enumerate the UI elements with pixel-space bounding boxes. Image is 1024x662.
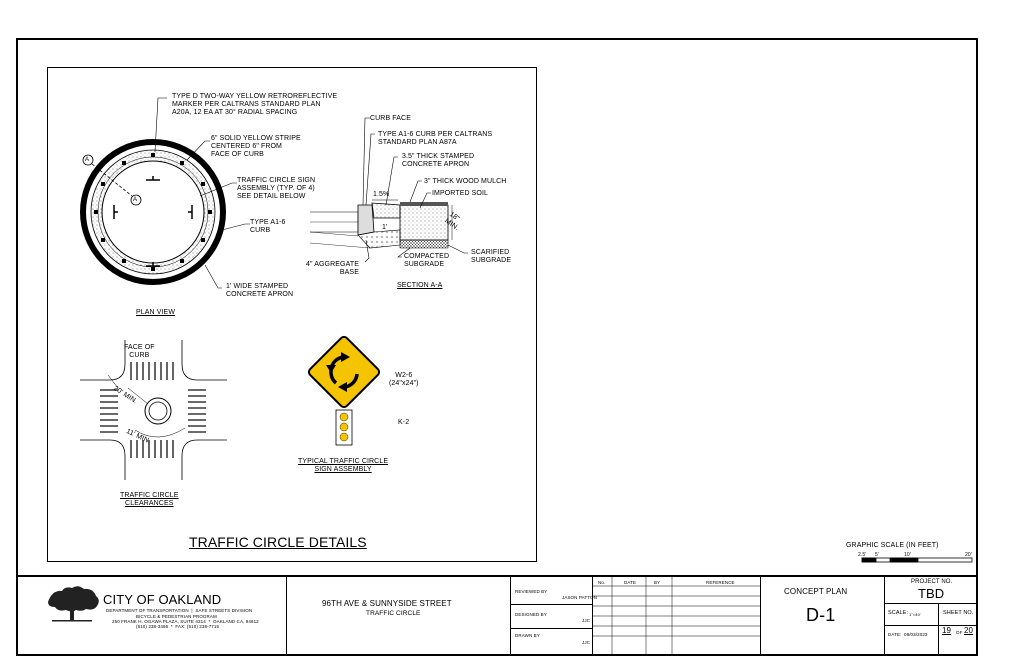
rev-header-reference: REFERENCE xyxy=(706,580,735,585)
scale-tick-4: 20' xyxy=(965,552,972,558)
face-of-curb-label: FACE OF CURB xyxy=(124,344,155,359)
sheet-num: 19 xyxy=(942,626,952,635)
tb-divider-1 xyxy=(286,577,287,656)
drawn-by-label: DRAWN BY xyxy=(515,633,540,638)
tb-project-row xyxy=(884,603,978,604)
tb-review-rows-2 xyxy=(510,628,592,629)
project-line-1: 96TH AVE & SUNNYSIDE STREET xyxy=(322,599,452,608)
note-compacted: COMPACTED SUBGRADE xyxy=(404,253,450,268)
tb-divider-2 xyxy=(510,577,511,656)
project-no: TBD xyxy=(918,586,945,601)
address: 250 FRANK H. OGAWA PLAZA, SUITE 4314 * OAKLAND CA, 94612 xyxy=(112,619,259,624)
drawn-by: JJC xyxy=(582,640,591,645)
note-mulch: 3" THICK WOOD MULCH xyxy=(424,178,507,185)
sign-k2: K-2 xyxy=(398,419,410,426)
phone: (510) 238-3466 * FAX: (510) 238-7715 xyxy=(136,624,220,629)
project-line-2: TRAFFIC CIRCLE xyxy=(366,610,421,617)
sign-assembly xyxy=(307,335,381,445)
tb-review-rows xyxy=(510,604,592,605)
tb-divider-4 xyxy=(760,577,761,656)
city-name: CITY OF OAKLAND xyxy=(103,592,222,607)
sheet-total: 20 xyxy=(964,626,974,635)
scale-label: SCALE: xyxy=(888,610,909,616)
section-marker-1: A xyxy=(85,157,90,163)
note-stamped: 3.5" THICK STAMPED CONCRETE APRON xyxy=(402,153,475,168)
reviewed-by-label: REVIEWED BY xyxy=(515,589,548,594)
clearances-drawing xyxy=(80,340,227,480)
rev-header-no: No. xyxy=(598,580,606,585)
title-block xyxy=(16,575,978,656)
note-scarified: SCARIFIED SUBGRADE xyxy=(471,249,512,264)
note-apron: 1' WIDE STAMPED CONCRETE APRON xyxy=(226,283,294,298)
date-label: DATE: xyxy=(888,632,902,637)
program: BICYCLE & PEDESTRIAN PROGRAM xyxy=(136,614,217,619)
tb-divider-5 xyxy=(884,577,885,656)
main-title: TRAFFIC CIRCLE DETAILS xyxy=(189,534,367,550)
note-curb-type: TYPE A1-6 CURB PER CALTRANS STANDARD PLAN A87A xyxy=(378,131,493,146)
min-20-label: 20' MIN. xyxy=(112,385,139,406)
scale-value: 1"=40' xyxy=(909,612,921,617)
plan-view-title: PLAN VIEW xyxy=(136,309,176,316)
note-curb-face: CURB FACE xyxy=(370,115,411,122)
sheet-id: D-1 xyxy=(806,605,836,625)
sign-title: TYPICAL TRAFFIC CIRCLE SIGN ASSEMBLY xyxy=(298,458,389,473)
scale-tick-3: 10' xyxy=(904,552,911,558)
of-label: OF xyxy=(956,630,963,635)
note-curb: TYPE A1-6 CURB xyxy=(250,219,286,234)
note-soil: IMPORTED SOIL xyxy=(432,190,489,197)
project-no-label: PROJECT NO. xyxy=(911,579,953,585)
rev-header-date: DATE xyxy=(624,580,637,585)
reviewed-by: JASON PATTON xyxy=(562,595,597,600)
note-sign-assembly: TRAFFIC CIRCLE SIGN ASSEMBLY (TYP. OF 4) SEE DETAIL BELOW xyxy=(237,177,316,200)
tb-project-col xyxy=(938,603,939,656)
department: DEPARTMENT OF TRANSPORTATION | SAFE STREETS DIVISION xyxy=(106,608,253,613)
sign-code: W2-6 (24"x24") xyxy=(389,372,419,387)
note-slope: 1.5% xyxy=(373,191,390,198)
sheet-no-label: SHEET NO. xyxy=(943,610,974,616)
designed-by: JJC xyxy=(582,618,591,623)
plan-view-circle xyxy=(83,98,250,288)
section-marker-2: A xyxy=(133,197,138,203)
min-11-label: 11' MIN. xyxy=(125,428,152,446)
clearances-title: TRAFFIC CIRCLE CLEARANCES xyxy=(120,492,179,507)
section-title: SECTION A-A xyxy=(397,282,443,289)
note-one-ft: 1' xyxy=(382,224,388,231)
concept-plan: CONCEPT PLAN xyxy=(784,587,848,596)
scale-tick-1: 2.5' xyxy=(858,552,867,558)
note-marker: TYPE D TWO-WAY YELLOW RETROREFLECTIVE MARKER PER CALTRANS STANDARD PLAN A20A, 12 EA AT 30° RADIAL SPACING xyxy=(172,93,338,116)
designed-by-label: DESIGNED BY xyxy=(515,612,547,617)
note-depth: 18" MIN. xyxy=(443,211,461,232)
note-stripe: 6" SOLID YELLOW STRIPE CENTERED 6" FROM FACE OF CURB xyxy=(211,135,301,158)
date-value: 08/03/2023 xyxy=(904,632,928,637)
scale-tick-2: 5' xyxy=(875,552,879,558)
scale-title: GRAPHIC SCALE (IN FEET) xyxy=(846,542,939,549)
revision-grid xyxy=(592,577,760,656)
note-base: 4" AGGREGATE BASE xyxy=(306,261,359,276)
rev-header-by: BY xyxy=(654,580,661,585)
